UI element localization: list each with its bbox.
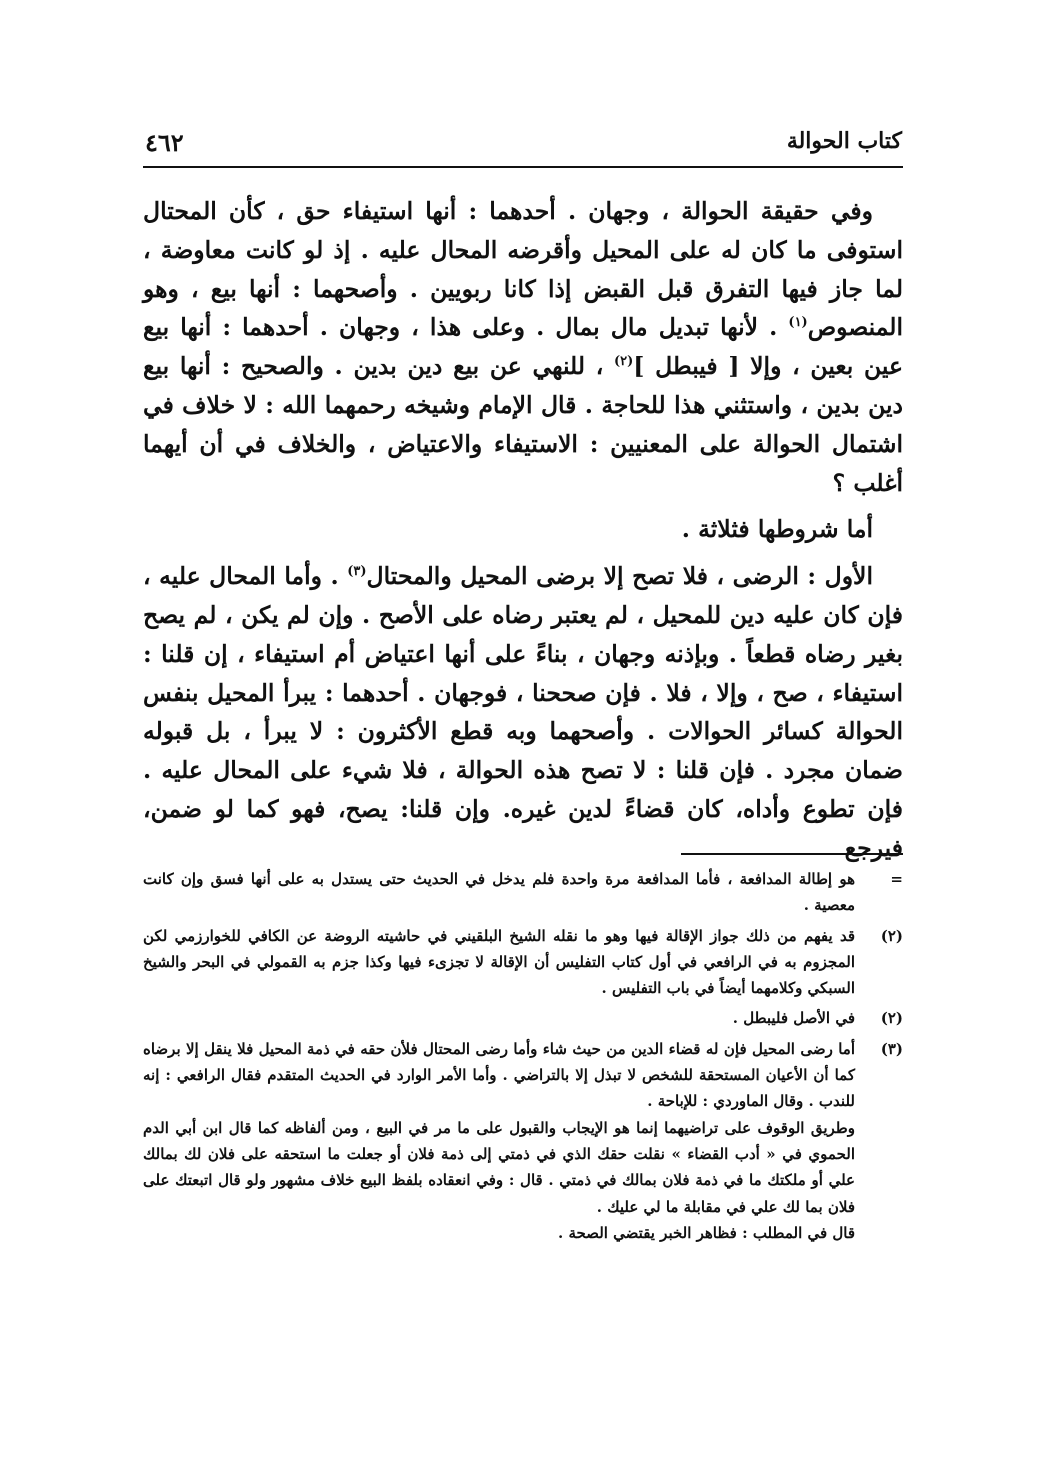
lead-word: الأول [824, 562, 873, 591]
footnote-ref-3: (٣) [347, 564, 367, 580]
footnote-marker: (٢) [880, 926, 903, 945]
chapter-title: كتاب الحوالة [786, 128, 902, 154]
footnote-marker: (٢) [880, 1009, 903, 1028]
text-run: : الرضى ، فلا تصح إلا برضى المحيل والمحتال [366, 562, 825, 591]
footnote-continued [143, 866, 903, 919]
text-run: وفي حقيقة الحوالة ، وجهان . أحدهما : أنها استيفاء حق ، كأن المحتال استوفى ما كان له على المحيل وأقرضه المحال عليه . إذ لو كانت معاوضة ، لما جاز فيها التفرق قبل القبض إذا كانا ربويين . وأصحهما : أنها بيع ، وهو المنصوص [143, 197, 903, 342]
main-text [143, 192, 903, 868]
footnote-marker: = [890, 870, 903, 888]
text-run: ، للنهي عن بيع دين بدين . والصحيح : أنها بيع دين بدين ، واستثني هذا للحاجة . قال الإمام وشيخه رحمهما الله : لا خلاف في اشتمال الحوالة على المعنيين : الاستيفاء والاعتياض ، والخلاف في أن أيهما أغلب ؟ [143, 352, 903, 497]
footnote-text: في الأصل فليبطل . [732, 1009, 855, 1028]
page-number: ٤٦٢ [145, 128, 184, 157]
footnote-text-continued: وطريق الوقوف على تراضيهما إنما هو الإيجاب والقبول على ما مر في البيع ، ومن ألفاظه كما قال ابن أبي الدم الحموي في « أدب القضاء » نقلت حقك الذي في ذمتي إلى ذمة فلان أو جعلت ما استحقه على فلان لك بمالك علي أو ملكتك ما في ذمة فلان بمالك في ذمتي . قال : وفي انعقاده بلفظ البيع خلاف مشهور ولو قال اتبعتك على فلان بما لك علي في مقابلة ما لي عليك . [143, 1118, 855, 1216]
footnote-text: قد يفهم من ذلك جواز الإقالة فيها وهو ما نقله الشيخ البلقيني في حاشيته الروضة عن الكافي للخوارزمي لكن المجزوم به في الرافعي في أول كتاب التفليس أن الإقالة لا تجزىء فيها وكذا جزم به القمولي في البحر والشيخ السبكي وكلامهما أيضاً في باب التفليس . [143, 926, 855, 998]
footnotes [143, 866, 903, 1250]
footnote-ref-2: (٢) [614, 354, 634, 370]
footnote-2b [143, 1005, 903, 1031]
footnote-text: أما رضى المحيل فإن له قضاء الدين من حيث شاء وأما رضى المحتال فلأن حقه في ذمة المحيل فلا ينقل إلا برضاه كما أن الأعيان المستحقة للشخص لا تبذل إلا بالتراضي . وأما الأمر الوارد في الحديث المتقدم فقال الرافعي : إنه للندب . وقال الماوردي : للإباحة . [143, 1039, 855, 1111]
text-run: . لأنها تبديل مال بمال . وعلى هذا ، وجهان . أحدهما : أنها بيع عين بعين ، وإلا [ فيبطل ] [143, 313, 904, 381]
running-header [145, 128, 902, 162]
footnote-divider [681, 853, 903, 855]
paragraph-definition [143, 192, 903, 502]
text-run: . وأما المحال عليه ، فإن كان عليه دين للمحيل ، لم يعتبر رضاه على الأصح . وإن لم يكن ، لم يصح بغير رضاه قطعاً . وبإذنه وجهان ، بناءً على أنها اعتياض أم استيفاء ، إن قلنا : استيفاء ، صح ، وإلا ، فلا . فإن صححنا ، فوجهان . أحدهما : يبرأ المحيل بنفس الحوالة كسائر الحوالات . وأصحهما وبه قطع الأكثرون : لا يبرأ ، بل قبوله ضمان مجرد . فإن قلنا : لا تصح هذه الحوالة ، فلا شيء على المحال عليه . فإن تطوع وأداه، كان قضاءً لدين غيره. وإن قلنا: يصح، فهو كما لو ضمن، فيرجع [143, 562, 903, 862]
footnote-text: هو إطالة المدافعة ، فأما المدافعة مرة واحدة فلم يدخل في الحديث حتى يستدل به على أنها فسق وإن كانت معصية . [143, 870, 855, 915]
paragraph-conditions: أما شروطها فثلاثة . [681, 515, 873, 544]
footnote-2a [143, 923, 903, 1002]
header-divider [143, 166, 903, 168]
footnote-marker: (٣) [880, 1039, 903, 1058]
paragraph-first-condition [143, 557, 903, 867]
footnote-ref-1: (١) [788, 315, 808, 331]
footnote-3 [143, 1036, 903, 1246]
footnote-text-closing: قال في المطلب : فظاهر الخبر يقتضي الصحة . [558, 1223, 855, 1242]
